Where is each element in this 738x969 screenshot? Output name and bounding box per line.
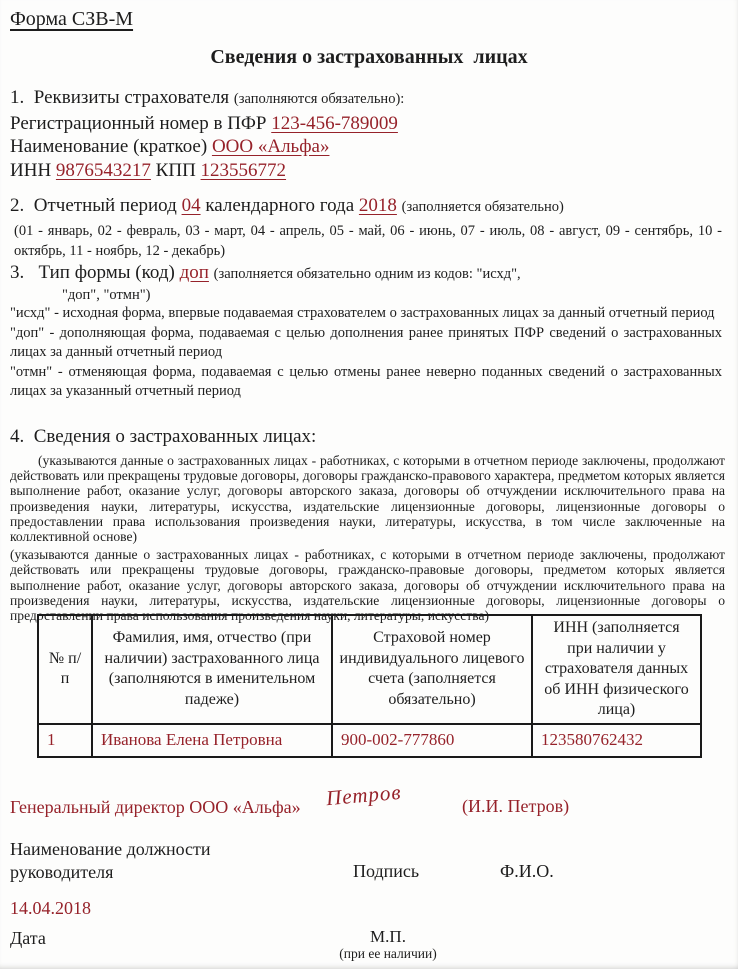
section-requisites [10,86,724,182]
form-type-heading [10,261,722,286]
insured-persons-heading: 4. Сведения о застрахованных лицах: [10,426,317,447]
insured-persons-table [37,614,702,758]
registration-number-label: Регистрационный номер в ПФР [10,112,267,134]
reporting-period-middle-text: календарного года [205,195,355,216]
inn-value: 9876543217 [55,159,151,181]
company-name-line [10,135,724,159]
position-caption [10,838,211,883]
insured-persons-explanation-2: (указываются данные о застрахованных лицах - работниках, с которыми в отчетном периоде заключены, продолжают действовать или прекращены трудовые договоры, гражданско-правовые договоры, предметом которых является выполнение работ, оказание услуг, договоры авторского заказа, договоры об отчуждении исключительного права на произведения науки, литературы, искусства, издательские лицензионные договоры, лицензионные договоры о предоставлении права использования произведения науки, литературы, искусства) [10,547,725,624]
form-type-note-line2: "доп", "отмн") [62,287,151,303]
section-reporting-period [10,193,722,261]
reporting-period-value: 04 [181,195,201,216]
inn-label: ИНН [10,159,52,181]
company-name-value: ООО «Альфа» [211,136,330,157]
row-full-name-cell: Иванова Елена Петровна [92,724,332,757]
form-type-code-value: доп [179,262,209,283]
position-caption-line2: руководителя [10,861,114,882]
signature-caption: Подпись [353,861,420,881]
document-title: Сведения о застрахованных лицах [210,46,528,68]
insured-persons-explanation-1: (указываются данные о застрахованных лицах - работниках, с которыми в отчетном периоде заключены, продолжают действовать или прекращены трудовые договоры, договоры гражданско-правового характера, предметом которых является выполнение работ, оказание услуг, договоры авторского заказа, договоры об отчуждении исключительного права на произведения науки, литературы, искусства, издательские лицензионные договоры, лицензионные договоры о предоставлении права использования произведения науки, литературы, искусства, в том числе заключенные на коллективной основе) [10,453,725,545]
registration-number-value: 123-456-789009 [271,112,398,134]
reporting-period-heading [10,193,722,220]
col-header-full-name: Фамилия, имя, отчество (при наличии) застрахованного лица (заполняются в именительном падеже) [92,615,332,724]
stamp-block [288,927,488,962]
director-fio-value: (И.И. Петров) [462,796,570,816]
row-inn-cell: 123580762432 [532,724,701,757]
section-form-type [10,261,722,402]
form-type-label: 3. Тип формы (код) [10,262,175,283]
inn-kpp-line [10,159,724,183]
row-snils-cell: 900-002-777860 [332,724,532,757]
form-type-code-description-dop: "доп" - дополняющая форма, подаваемая с целью дополнения ранее принятых ПФР сведений о застрахованных лицах за данный отчетный период [10,324,722,360]
kpp-value: 123556772 [200,159,287,181]
section-requisites-heading [10,86,724,112]
table-row [38,724,701,757]
table-header-row [38,615,701,724]
section-insured-persons [10,424,725,623]
col-header-snils: Страховой номер индивидуального лицевого счета (заполняется обязательно) [332,615,532,724]
position-caption-line1: Наименование должности [10,839,211,859]
col-header-inn: ИНН (заполняется при наличии у страхователя данных об ИНН физического лица) [532,615,701,724]
form-type-code-description-iskhd: "исхд" - исходная форма, впервые подаваемая страхователем о застрахованных лицах за данный отчетный период [10,305,715,321]
fio-caption: Ф.И.О. [500,861,554,881]
reporting-period-note: (заполняется обязательно) [401,199,564,215]
signature-handwriting: Петров [325,779,403,811]
stamp-note: (при ее наличии) [339,946,437,961]
section-requisites-heading-note: (заполняются обязательно): [233,91,405,107]
kpp-label: КПП [155,159,196,181]
date-value: 14.04.2018 [10,898,91,918]
form-type-note-line1: (заполняется обязательно одним из кодов: "исхд", [213,266,521,282]
form-code-label: Форма СЗВ-М [10,8,134,30]
director-title-value: Генеральный директор ООО «Альфа» [10,797,301,817]
form-type-code-description-otmn: "отмн" - отменяющая форма, подаваемая с целью отмены ранее неверно поданных сведений о застрахованных лицах за указанный отчетный период [10,363,722,399]
reporting-year-value: 2018 [358,195,397,216]
company-name-label: Наименование (краткое) [10,136,208,157]
months-legend: (01 - январь, 02 - февраль, 03 - март, 04 - апрель, 05 - май, 06 - июнь, 07 - июль, 08 - август, 09 - сентябрь, 10 - октябрь, 11 - ноябрь, 12 - декабрь) [14,223,722,259]
section-requisites-heading-text: 1. Реквизиты страхователя [10,87,230,108]
reporting-period-label: 2. Отчетный период [10,195,177,216]
date-caption: Дата [10,928,46,948]
insured-persons-table-wrap [37,614,702,758]
row-number-cell: 1 [38,724,92,757]
col-header-number: № п/п [38,615,92,724]
registration-number-line [10,112,724,136]
stamp-caption: М.П. [370,927,406,946]
